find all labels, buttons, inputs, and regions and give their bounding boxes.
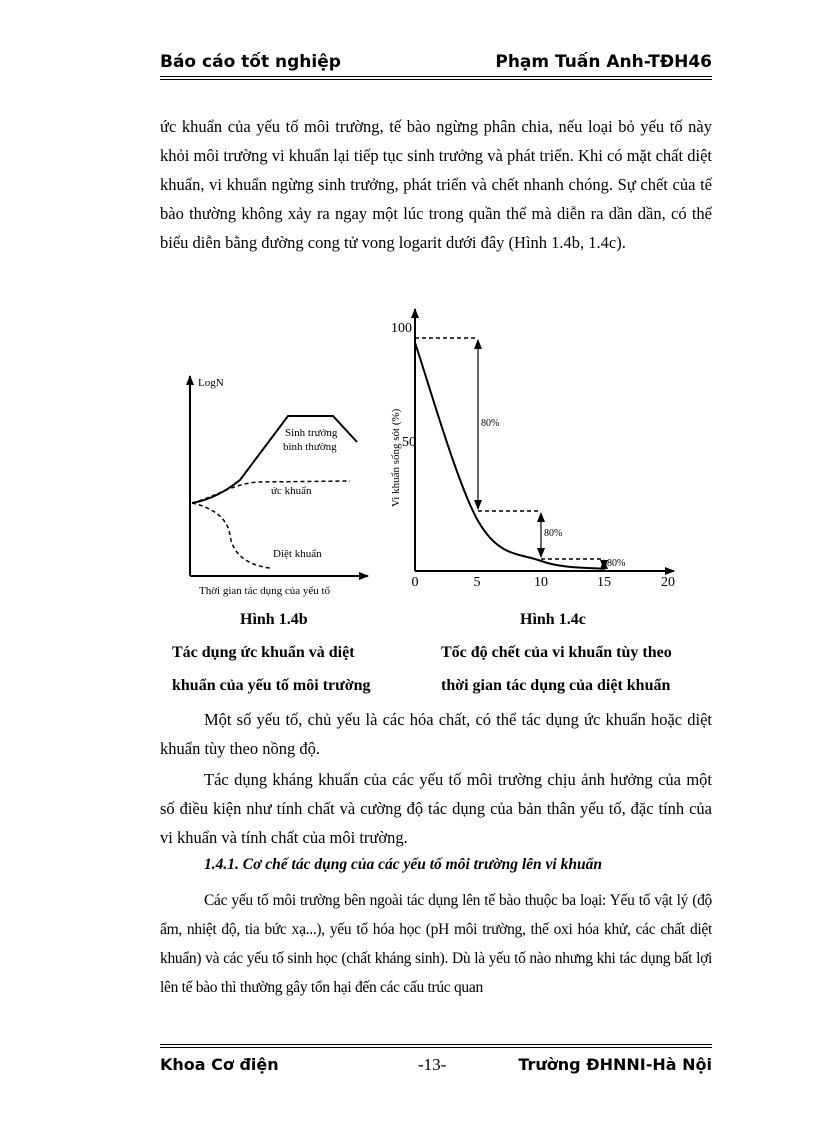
fig-b-normal-label-2: bình thường [283,441,337,453]
fig-b-caption-1: Tác dụng ức khuẩn và diệt [172,644,355,661]
intro-paragraph: ức khuẩn của yếu tố môi trường, tế bào ngừng phân chia, nếu loại bỏ yếu tố này khỏi môi trường vi khuẩn lại tiếp tục sinh trưởng và phát triển. Khi có mặt chất diệt khuẩn, vi khuẩn ngừng sinh trưởng, phát triển và chết nhanh chóng. Sự chết của tế bào thường không xảy ra ngay một lúc trong quần thể mà diễn ra dần dần, có thể biểu diễn bằng đường cong tử vong logarit dưới đây (Hình 1.4b, 1.4c). [160,117,712,252]
fig-b-killing-label: Diệt khuẩn [273,548,322,560]
fig-c-id: Hình 1.4c [520,611,586,628]
fig-c-x-tick: 20 [661,575,675,590]
fig-b-inhibition-label: ức khuẩn [271,485,312,497]
page-number: -13- [418,1055,447,1074]
section-heading: 1.4.1. Cơ chế tác dụng của các yếu tố môi trường lên vi khuẩn [204,856,602,873]
fig-c-x-tick: 15 [597,575,611,590]
fig-b-x-label: Thời gian tác dụng của yếu tố [199,585,331,597]
fig-c-x-tick: 10 [534,575,548,590]
fig-b-normal-label-1: Sinh trưởng [285,427,338,439]
footer-rule [160,1047,712,1048]
fig-c-y-label: Vi khuẩn sống sót (%) [390,408,402,507]
paragraph-4: Các yếu tố môi trường bên ngoài tác dụng lên tế bào thuộc ba loại: Yếu tố vật lý (độ ẩm, nhiệt độ, tia bức xạ...), yếu tố hóa học (pH môi trường, thế oxi hóa khử, các chất diệt khuẩn) và các yếu tố sinh học (chất kháng sinh). Dù là yếu tố nào nhưng khi tác dụng bất lợi lên tế bào thì thường gây tổn hại đến các cấu trúc quan [160,892,712,996]
header-author: Phạm Tuấn Anh-TĐH46 [495,52,712,72]
fig-c-caption-2: thời gian tác dụng của diệt khuẩn [441,677,671,694]
fig-c-x-tick: 0 [411,575,419,590]
footer-university: Trường ĐHNNI-Hà Nội [518,1055,712,1074]
fig-c-y-tick: 50 [402,435,416,450]
fig-c-annotation: 80% [607,558,626,569]
header-report-title: Báo cáo tốt nghiệp [160,52,341,72]
figure-1-4c [390,309,675,590]
fig-c-annotation: 80% [544,528,563,539]
fig-b-y-label: LogN [198,377,224,389]
fig-c-survival-curve [415,343,605,569]
fig-b-id: Hình 1.4b [240,611,308,628]
fig-c-annotation: 80% [481,418,500,429]
fig-b-caption-2: khuẩn của yếu tố môi trường [172,677,371,694]
footer-rule-thin [160,1044,712,1045]
fig-c-x-tick: 5 [473,575,481,590]
fig-c-caption-1: Tốc độ chết của vi khuẩn tùy theo [441,644,672,661]
paragraph-2: Một số yếu tố, chủ yếu là các hóa chất, có thể tác dụng ức khuẩn hoặc diệt khuẩn tùy theo nồng độ. [160,710,712,758]
footer-faculty: Khoa Cơ điện [160,1055,279,1074]
paragraph-3: Tác dụng kháng khuẩn của các yếu tố môi trường chịu ảnh hưởng của một số điều kiện như tính chất và cường độ tác dụng của bản thân yếu tố, đặc tính của vi khuẩn và tính chất của môi trường. [160,770,712,847]
fig-b-killing-curve [192,503,270,568]
page-footer [160,1055,712,1077]
fig-c-y-tick: 100 [391,321,412,336]
figure-1-4b [190,376,368,597]
fig-c-x-ticks [412,575,676,590]
